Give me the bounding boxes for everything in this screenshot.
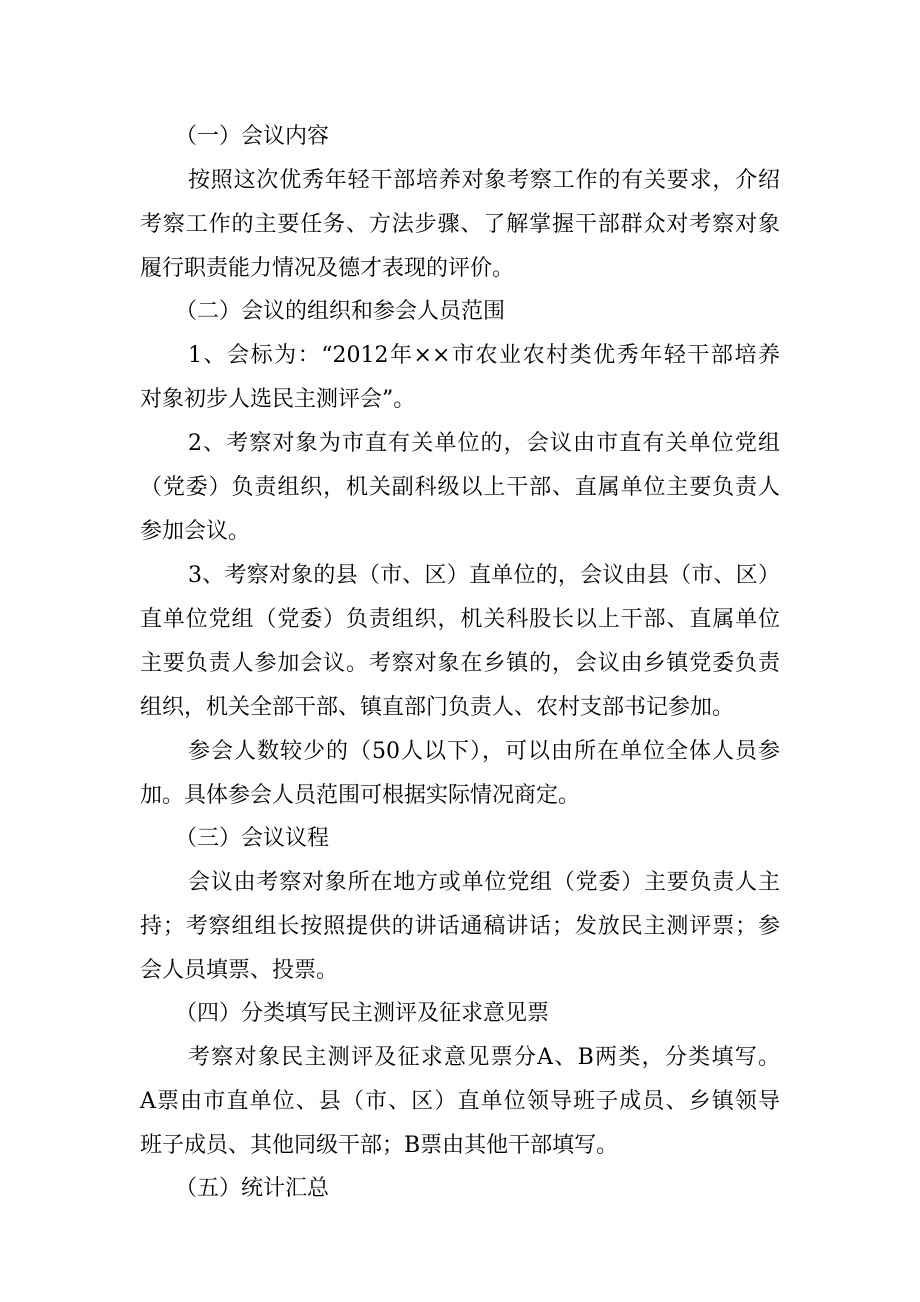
section-heading-2: （二）会议的组织和参会人员范围 xyxy=(175,299,506,324)
paragraph-line: 考察工作的主要任务、方法步骤、了解掌握干部群众对考察对象 xyxy=(140,212,780,237)
section-heading-4: （四）分类填写民主测评及征求意见票 xyxy=(175,1001,550,1026)
paragraph-line: （党委）负责组织，机关副科级以上干部、直属单位主要负责人 xyxy=(140,475,780,500)
paragraph-line: 班子成员、其他同级干部；B票由其他干部填写。 xyxy=(140,1133,619,1158)
paragraph-line: 会议由考察对象所在地方或单位党组（党委）主要负责人主 xyxy=(188,870,780,895)
paragraph-line: 履行职责能力情况及德才表现的评价。 xyxy=(140,256,515,281)
section-heading-3: （三）会议议程 xyxy=(175,826,330,851)
paragraph-line: 按照这次优秀年轻干部培养对象考察工作的有关要求，介绍 xyxy=(188,168,780,193)
paragraph-line: 考察对象民主测评及征求意见票分A、B两类，分类填写。 xyxy=(188,1045,780,1070)
section-heading-5: （五）统计汇总 xyxy=(175,1176,330,1201)
paragraph-line: 主要负责人参加会议。考察对象在乡镇的，会议由乡镇党委负责 xyxy=(140,651,780,676)
paragraph-line: 2、考察对象为市直有关单位的，会议由市直有关单位党组 xyxy=(188,431,780,456)
paragraph-line: 3、考察对象的县（市、区）直单位的，会议由县（市、区） xyxy=(188,563,780,588)
paragraph-line: 对象初步人选民主测评会”。 xyxy=(140,387,416,412)
paragraph-line: 参会人数较少的（50人以下），可以由所在单位全体人员参 xyxy=(188,739,780,764)
paragraph-line: 1、会标为：“2012年××市农业农村类优秀年轻干部培养 xyxy=(188,343,780,368)
paragraph-line: A票由市直单位、县（市、区）直单位领导班子成员、乡镇领导 xyxy=(140,1089,780,1114)
paragraph-line: 加。具体参会人员范围可根据实际情况商定。 xyxy=(140,783,581,808)
paragraph-line: 直单位党组（党委）负责组织，机关科股长以上干部、直属单位 xyxy=(140,607,780,632)
paragraph-line: 持；考察组组长按照提供的讲话通稿讲话；发放民主测评票；参 xyxy=(140,914,780,939)
paragraph-line: 会人员填票、投票。 xyxy=(140,958,339,983)
paragraph-line: 参加会议。 xyxy=(140,519,251,544)
paragraph-line: 组织，机关全部干部、镇直部门负责人、农村支部书记参加。 xyxy=(140,695,735,720)
section-heading-1: （一）会议内容 xyxy=(175,124,330,149)
